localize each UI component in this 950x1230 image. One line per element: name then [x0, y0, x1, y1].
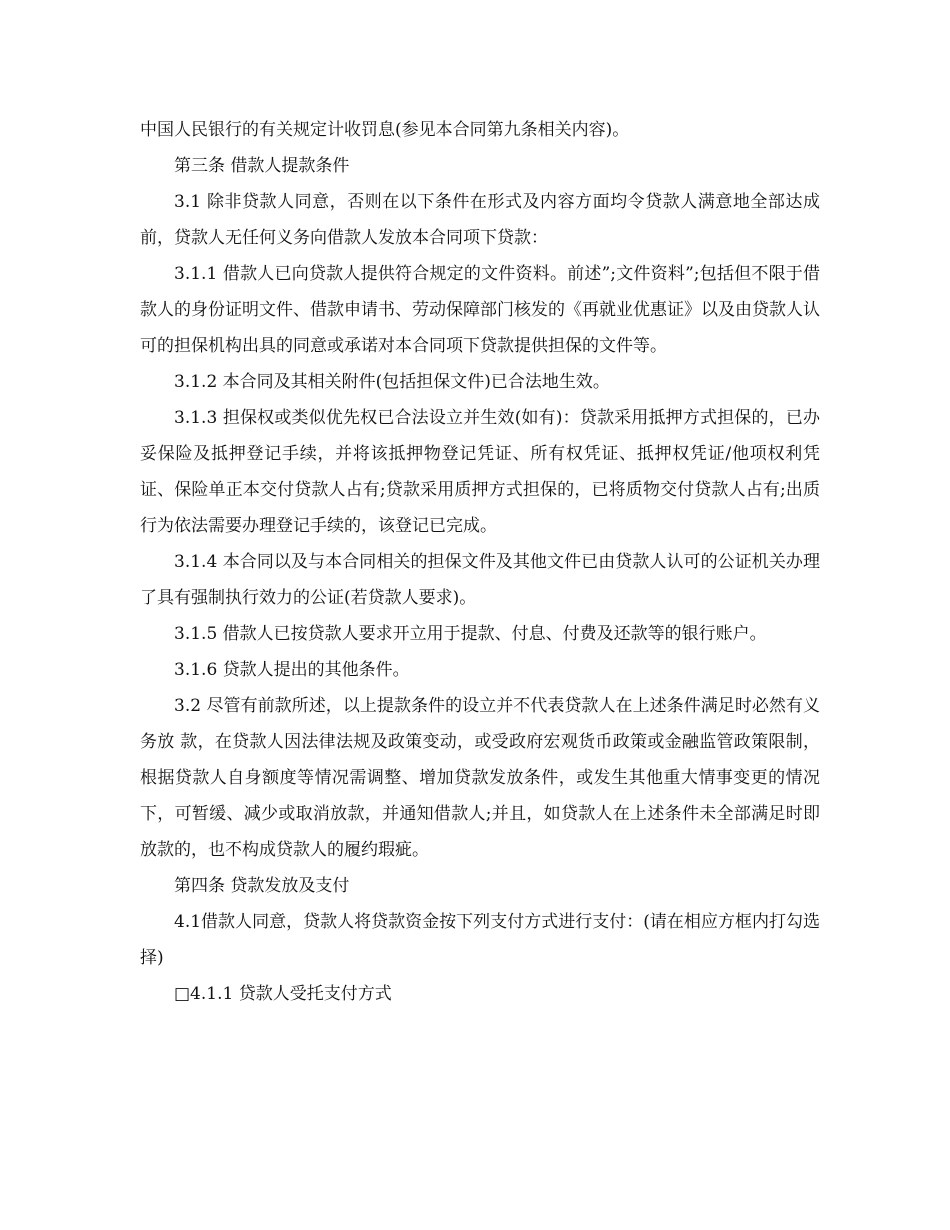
clause-3-1-1	[140, 256, 820, 364]
paragraph-text: 第四条 贷款发放及支付	[174, 876, 350, 896]
clause-3-1-4	[140, 544, 820, 616]
article-heading-3	[140, 148, 820, 184]
clause-4-1	[140, 904, 820, 976]
clause-4-1-1-checkbox-option	[140, 976, 820, 1012]
paragraph-text: 3.1 除非贷款人同意，否则在以下条件在形式及内容方面均令贷款人满意地全部达成前，贷款人无任何义务向借款人发放本合同项下贷款：	[140, 192, 820, 248]
paragraph-text: 4.1借款人同意，贷款人将贷款资金按下列支付方式进行支付：(请在相应方框内打勾选择)	[140, 912, 820, 968]
paragraph-text: 3.1.1 借款人已向贷款人提供符合规定的文件资料。前述”;文件资料”;包括但不限于借款人的身份证明文件、借款申请书、劳动保障部门核发的《再就业优惠证》以及由贷款人认可的担保机构出具的同意或承诺对本合同项下贷款提供担保的文件等。	[140, 264, 820, 356]
paragraph-text: 第三条 借款人提款条件	[174, 156, 350, 176]
paragraph-text: 3.1.2 本合同及其相关附件(包括担保文件)已合法地生效。	[174, 372, 610, 392]
paragraph-text: 3.1.6 贷款人提出的其他条件。	[174, 660, 410, 680]
clause-3-1-6	[140, 652, 820, 688]
clause-3-1-3	[140, 400, 820, 544]
clause-3-1	[140, 184, 820, 256]
article-heading-4	[140, 868, 820, 904]
paragraph-text: □4.1.1 贷款人受托支付方式	[174, 984, 392, 1004]
paragraph-text: 3.1.4 本合同以及与本合同相关的担保文件及其他文件已由贷款人认可的公证机关办理了具有强制执行效力的公证(若贷款人要求)。	[140, 552, 820, 608]
paragraph-text: 3.1.3 担保权或类似优先权已合法设立并生效(如有)：贷款采用抵押方式担保的，已办妥保险及抵押登记手续，并将该抵押物登记凭证、所有权凭证、抵押权凭证/他项权利凭证、保险单正本交付贷款人占有;贷款采用质押方式担保的，已将质物交付贷款人占有;出质行为依法需要办理登记手续的，该登记已完成。	[140, 408, 820, 536]
paragraph-text: 中国人民银行的有关规定计收罚息(参见本合同第九条相关内容)。	[140, 120, 630, 140]
clause-3-1-5	[140, 616, 820, 652]
clause-3-2	[140, 688, 820, 868]
paragraph-text: 3.2 尽管有前款所述，以上提款条件的设立并不代表贷款人在上述条件满足时必然有义务放 款，在贷款人因法律法规及政策变动，或受政府宏观货币政策或金融监管政策限制，根据贷款人自身额度等情况需调整、增加贷款发放条件，或发生其他重大情事变更的情况下，可暂缓、减少或取消放款，并通知借款人;并且，如贷款人在上述条件未全部满足时即放款的，也不构成贷款人的履约瑕疵。	[140, 696, 820, 860]
paragraph-0	[140, 112, 820, 148]
clause-3-1-2	[140, 364, 820, 400]
document-body	[140, 112, 820, 1012]
paragraph-text: 3.1.5 借款人已按贷款人要求开立用于提款、付息、付费及还款等的银行账户。	[174, 624, 767, 644]
